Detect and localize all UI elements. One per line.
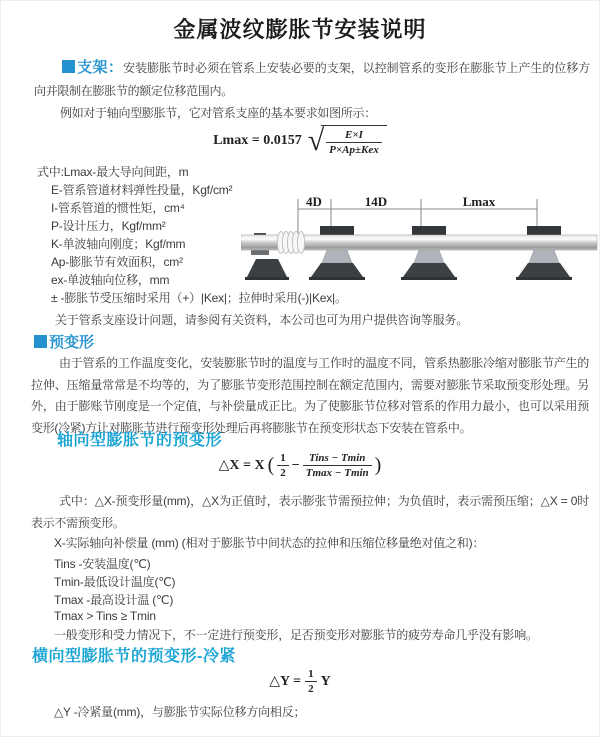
axial-predeform-heading: 轴向型膨胀节的预变形: [57, 432, 223, 449]
half-numerator: 1: [305, 667, 317, 682]
deltaY-formula-pre: △Y =: [269, 674, 302, 690]
half-denominator: 2: [280, 467, 286, 480]
dim-label-14d: 14D: [364, 194, 388, 209]
axial-formula-description: 式中：△X-预变形量(mm)，△X为正值时，表示膨张节需预拉伸；为负值时，表示需预压缩；△X = 0时表示不需预变形。: [31, 494, 589, 530]
section-label-support: 支架：: [77, 59, 124, 76]
deltaY-formula-post: Y: [320, 673, 331, 689]
support-intro-text: 安装膨胀节时必须在管系上安装必要的支架，以控制管系的变形在膨胀节上产生的位移方向并限制在膨胀节的额定位移范围内。: [34, 61, 590, 98]
general-note-line: 一般变形和受力情况下，不一定进行预变形，足否预变形对膨胀节的疲劳寿命几乎没有影响。: [54, 628, 538, 642]
pipe-support: [401, 226, 457, 280]
dim-label-lmax: Lmax: [462, 194, 496, 209]
temp-frac-denominator: Tmax − Tmin: [305, 467, 369, 480]
x-variable-line: X-实际轴向补偿量 (mm) (相对于膨胀节中间状态的拉伸和压缩位移量绝对值之和)：: [54, 536, 485, 550]
tins-line: Tins -安装温度(℃): [54, 557, 151, 571]
section-heading-predeform: [34, 331, 94, 352]
lmax-formula-radicand: [321, 125, 387, 158]
predeform-heading-text: 预变形: [49, 334, 95, 351]
variable-line: K-单波轴向刚度；Kgf/mm: [51, 237, 186, 251]
pipe-support-diagram: [241, 193, 599, 301]
temp-frac-numerator: Tins − Tmin: [303, 451, 372, 466]
deltaX-formula-pre: △X = X: [218, 458, 265, 474]
sqrt-symbol: √: [307, 124, 325, 158]
section-marker-icon: [62, 60, 75, 73]
variable-line: E-管系管道材料弹性投量，Kgf/cm²: [51, 183, 233, 197]
section-marker-icon: [34, 335, 47, 348]
lmax-formula-lhs: Lmax = 0.0157: [213, 133, 302, 149]
support-example-line: 例如对于轴向型膨胀节，它对管系支座的基本要求如图所示：: [60, 106, 376, 120]
variable-line: 式中:Lmax-最大导向间距，m: [37, 165, 189, 179]
predeform-body-paragraph: 由于管系的工作温度变化，安装膨胀节时的温度与工作时的温度不同，管系热膨胀冷缩对膨胀节产生的拉伸、压缩量常常是不均等的，为了膨胀节变形范围控制在额定范围内，需要对膨胀节采取预变形处理。另外，由于膨账节刚度是一个定值，与补偿量成正比。为了使膨胀节位移对管系的作用力最小，也可以采用预变形(冷紧)方让对膨胀节进行预变形处理后再将膨胀节在预变形状态下安装在管系中。: [31, 356, 589, 435]
variable-line: ex-单波轴向位移，mm: [51, 273, 170, 287]
radicand-numerator: E×I: [326, 128, 382, 143]
half-numerator: 1: [277, 451, 289, 466]
axial-predeform-formula: [1, 451, 599, 481]
radicand-denominator: P×Ap±Kex: [329, 144, 379, 157]
dim-label-4d: 4D: [306, 194, 322, 209]
support-intro-paragraph: [34, 56, 590, 103]
lmax-formula: [1, 125, 599, 158]
pipe-support: [516, 226, 572, 280]
lateral-formula-description: △Y -冷紧量(mm)，与膨胀节实际位移方向相反；: [54, 705, 306, 719]
tmin-line: Tmin-最低设计温度(℃): [54, 575, 176, 589]
left-paren: (: [267, 454, 275, 477]
bellows-icon: [277, 232, 304, 254]
support-consult-note: 关于管系支座设计问题，请参阅有关资料，本公司也可为用户提供咨询等服务。: [55, 313, 469, 327]
lateral-predeform-heading: 横向型膨胀节的预变形-冷紧: [32, 648, 236, 665]
tmax-line: Tmax -最高设计温 (℃): [54, 593, 174, 607]
right-paren: ): [374, 454, 382, 477]
pipe-support: [309, 226, 365, 280]
lateral-predeform-formula: [1, 667, 599, 697]
temp-inequality-line: Tmax > Tins ≥ Tmin: [54, 609, 156, 623]
variable-line: ± -膨胀节受压缩时采用（+）|Kex|；拉伸时采用(-)|Kex|。: [51, 291, 347, 305]
half-denominator: 2: [308, 683, 314, 696]
variable-line: I-管系管道的惯性矩，cm⁴: [51, 201, 185, 215]
minus-operator: −: [291, 457, 300, 473]
variable-line: P-设计压力，Kgf/mm²: [51, 219, 166, 233]
page-title: 金属波纹膨胀节安装说明: [173, 17, 427, 42]
variable-line: Ap-膨胀节有效面积，cm²: [51, 255, 183, 269]
